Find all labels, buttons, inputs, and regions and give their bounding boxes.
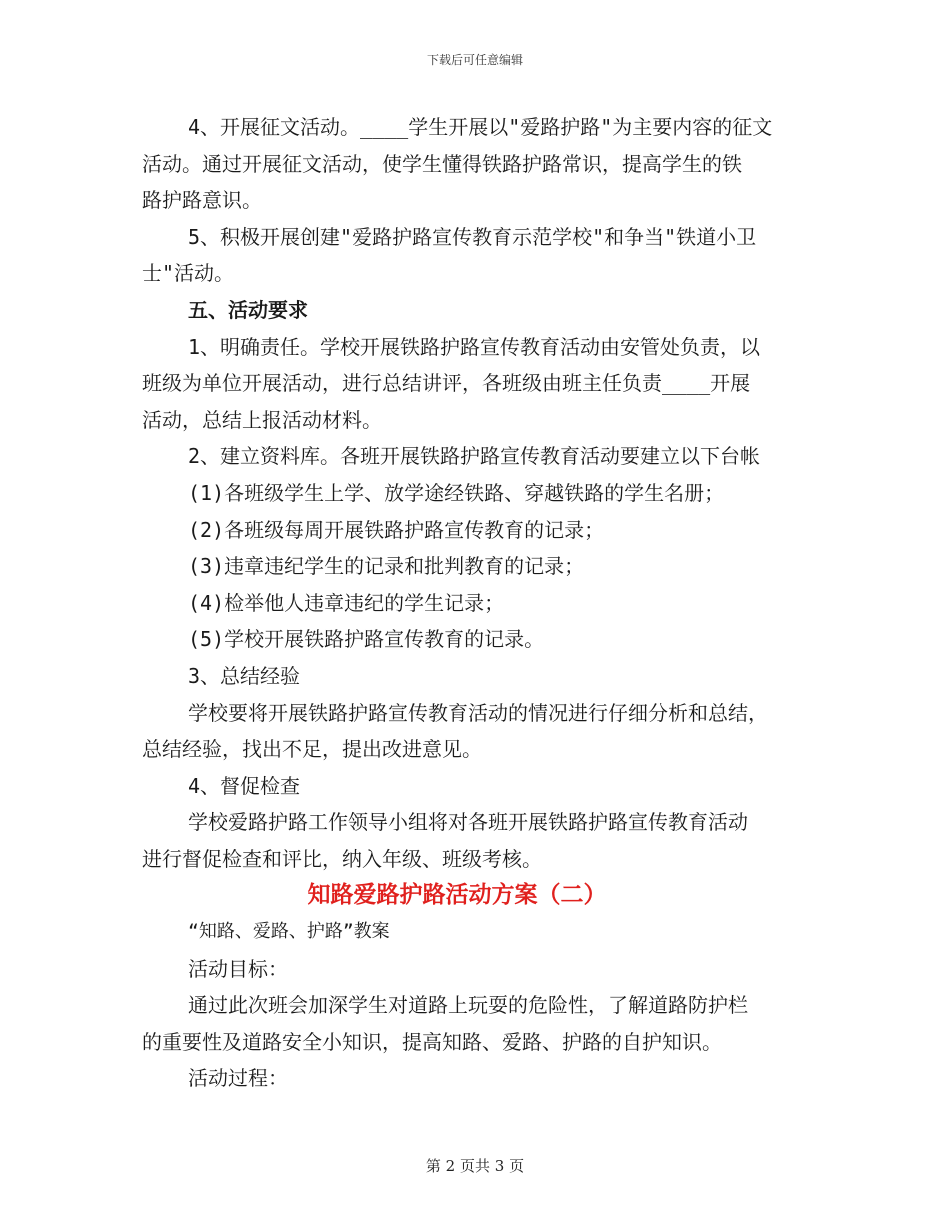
paragraph-line: 5、积极开展创建"爱路护路宣传教育示范学校"和争当"铁道小卫 <box>188 224 757 249</box>
paragraph-line: 通过此次班会加深学生对道路上玩耍的危险性，了解道路防护栏 <box>188 993 748 1018</box>
subsection-heading: 3、总结经验 <box>188 663 301 688</box>
paragraph-line: 进行督促检查和评比，纳入年级、班级考核。 <box>142 846 542 871</box>
subsection-heading: 4、督促检查 <box>188 773 301 798</box>
document-body <box>142 109 812 1097</box>
subsection-heading: 活动目标： <box>188 956 288 981</box>
document-title: 知路爱路护路活动方案（二） <box>307 882 607 909</box>
section-heading: 五、活动要求 <box>188 297 308 322</box>
paragraph-line: 活动。通过开展征文活动，使学生懂得铁路护路常识，提高学生的铁 <box>142 151 742 176</box>
page-footer: 第 2 页共 3 页 <box>425 1157 525 1175</box>
paragraph-line: 总结经验，找出不足，提出改进意见。 <box>142 737 482 762</box>
paragraph-line: 路护路意识。 <box>142 188 262 213</box>
paragraph-line: 2、建立资料库。各班开展铁路护路宣传教育活动要建立以下台帐 <box>188 444 761 469</box>
list-item: (2)各班级每周开展铁路护路宣传教育的记录； <box>188 517 605 542</box>
paragraph-line: 4、开展征文活动。____学生开展以"爱路护路"为主要内容的征文 <box>188 115 773 139</box>
lesson-title: “知路、爱路、护路”教案 <box>188 921 390 943</box>
paragraph-line: 1、明确责任。学校开展铁路护路宣传教育活动由安管处负责，以 <box>188 334 761 359</box>
paragraph-line: 班级为单位开展活动，进行总结讲评，各班级由班主任负责____开展 <box>142 371 751 396</box>
list-item: (5)学校开展铁路护路宣传教育的记录。 <box>188 627 545 652</box>
paragraph-line: 士"活动。 <box>142 261 235 286</box>
list-item: (1)各班级学生上学、放学途经铁路、穿越铁路的学生名册； <box>188 480 725 505</box>
paragraph-line: 学校要将开展铁路护路宣传教育活动的情况进行仔细分析和总结， <box>188 700 768 725</box>
subsection-heading: 活动过程： <box>188 1066 288 1091</box>
page-header: 下载后可任意编辑 <box>426 53 523 67</box>
paragraph-line: 学校爱路护路工作领导小组将对各班开展铁路护路宣传教育活动 <box>188 810 748 835</box>
paragraph-line: 活动，总结上报活动材料。 <box>142 407 382 432</box>
list-item: (4)检举他人违章违纪的学生记录； <box>188 590 505 615</box>
paragraph-line: 的重要性及道路安全小知识，提高知路、爱路、护路的自护知识。 <box>142 1029 722 1054</box>
list-item: (3)违章违纪学生的记录和批判教育的记录； <box>188 554 585 579</box>
